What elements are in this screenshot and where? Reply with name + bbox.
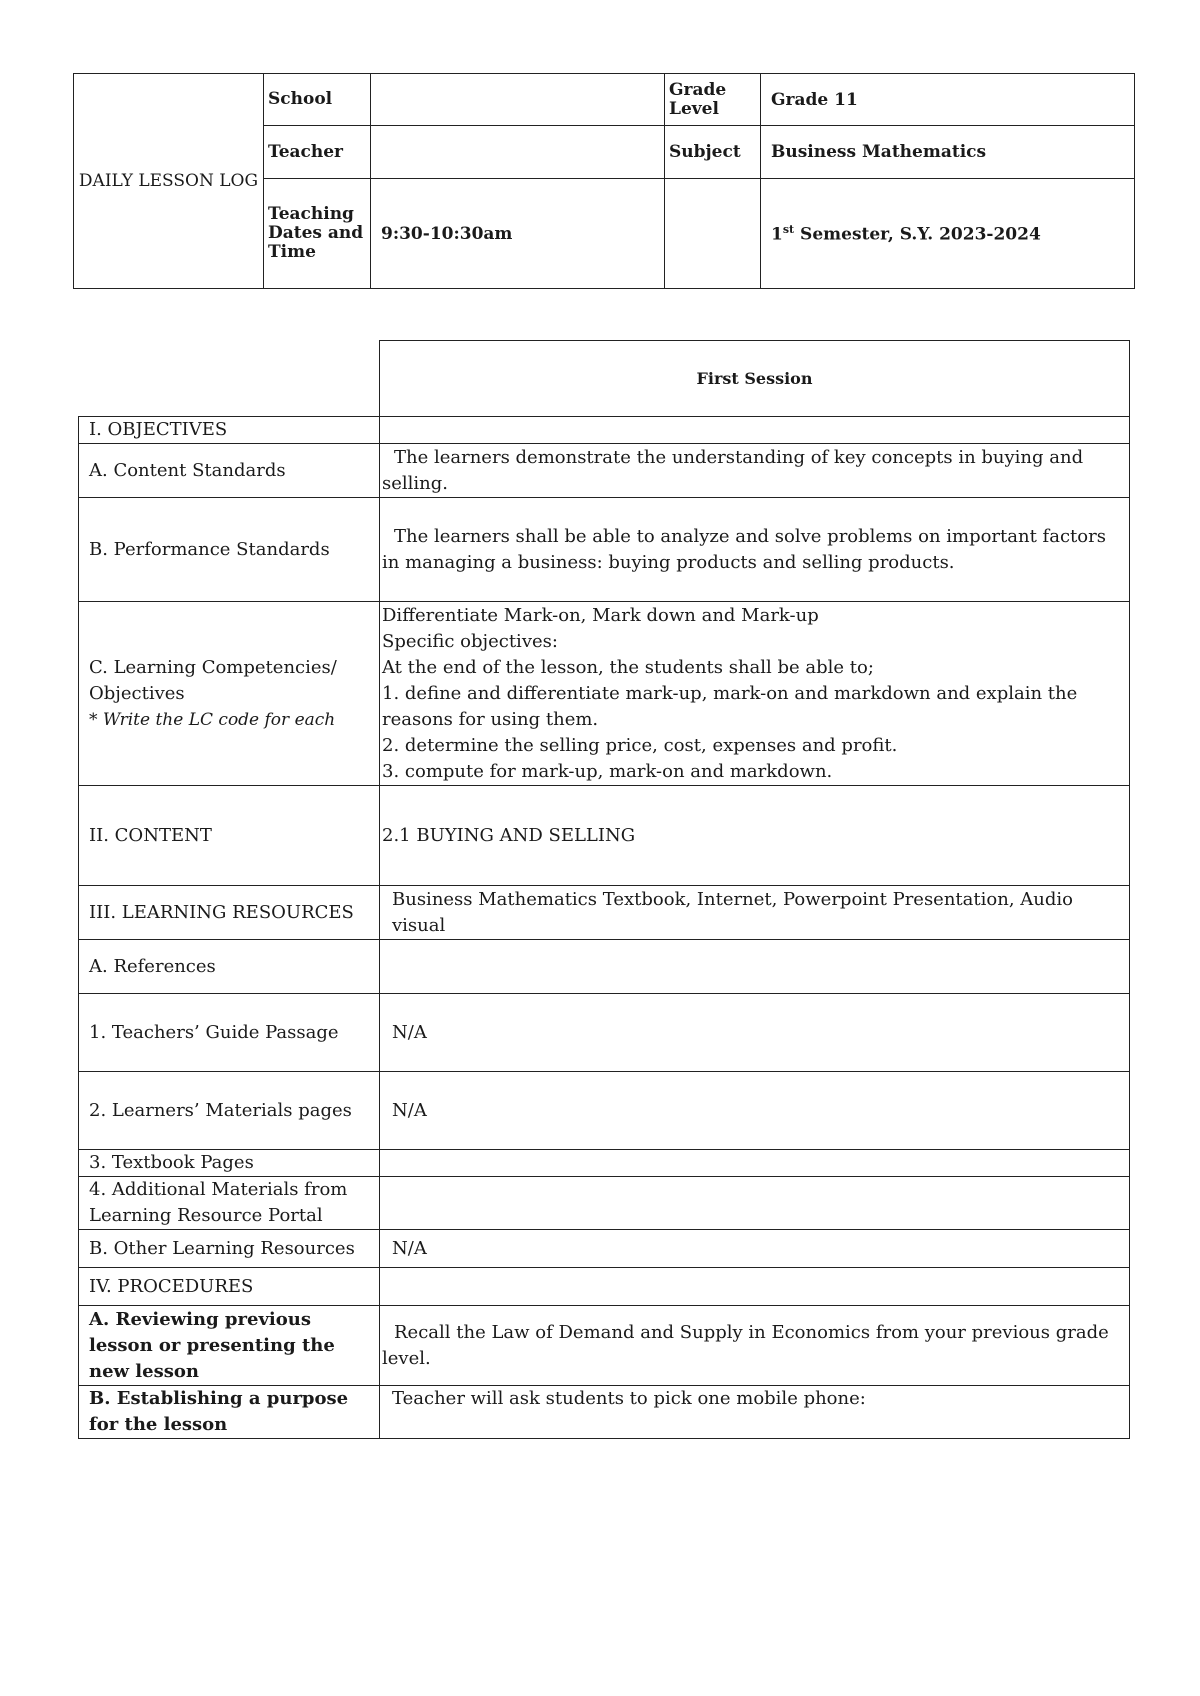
competency-line: Differentiate Mark-on, Mark down and Mark-up [382, 604, 819, 626]
learners-materials-value: N/A [380, 1072, 1130, 1150]
reviewing-value: Recall the Law of Demand and Supply in Economics from your previous grade level. [380, 1306, 1130, 1386]
procedures-value [380, 1268, 1130, 1306]
semester-rest: Semester, S.Y. 2023-2024 [794, 224, 1041, 245]
competencies-label-cell [79, 602, 380, 786]
competency-line: Specific objectives: [382, 630, 558, 652]
content-label: II. CONTENT [79, 786, 380, 886]
textbook-pages-label: 3. Textbook Pages [79, 1150, 380, 1177]
reviewing-label: A. Reviewing previous lesson or presenting the new lesson [79, 1306, 380, 1386]
header-table [73, 73, 1135, 289]
content-standards-text: The learners demonstrate the understanding of key concepts in buying and selling. [382, 446, 1084, 494]
competencies-value [380, 602, 1130, 786]
performance-standards-label: B. Performance Standards [79, 498, 380, 602]
semester-value [761, 179, 1135, 289]
semester-number: 1 [771, 224, 783, 245]
semester-ordinal: st [782, 222, 795, 236]
blank-corner-cell [79, 341, 380, 417]
textbook-pages-value [380, 1150, 1130, 1177]
procedures-label: IV. PROCEDURES [79, 1268, 380, 1306]
references-label: A. References [79, 940, 380, 994]
grade-level-label: Grade Level [665, 74, 761, 126]
other-resources-label: B. Other Learning Resources [79, 1230, 380, 1268]
competencies-note: * Write the LC code for each [89, 709, 336, 730]
lesson-table [78, 340, 1130, 1439]
additional-materials-value [380, 1177, 1130, 1230]
school-label: School [264, 74, 371, 126]
references-value [380, 940, 1130, 994]
performance-standards-value: The learners shall be able to analyze and solve problems on important factors in managing a business: buying products and selling products. [380, 498, 1130, 602]
teacher-value [371, 126, 665, 179]
teaching-dates-label: Teaching Dates and Time [264, 179, 371, 289]
competency-line: At the end of the lesson, the students shall be able to; [382, 656, 874, 678]
teaching-time-value: 9:30-10:30am [371, 179, 665, 289]
learning-resources-label: III. LEARNING RESOURCES [79, 886, 380, 940]
other-resources-value: N/A [380, 1230, 1130, 1268]
empty-header-cell [665, 179, 761, 289]
learning-resources-value: Business Mathematics Textbook, Internet, Powerpoint Presentation, Audio visual [380, 886, 1130, 940]
session-header: First Session [380, 341, 1130, 417]
daily-lesson-log-title: DAILY LESSON LOG [74, 74, 264, 289]
teacher-label: Teacher [264, 126, 371, 179]
objectives-label: I. OBJECTIVES [79, 417, 380, 444]
content-standards-value [380, 444, 1130, 498]
competency-line: 2. determine the selling price, cost, expenses and profit. [382, 734, 898, 756]
competency-line: 3. compute for mark-up, mark-on and markdown. [382, 760, 833, 782]
learners-materials-label: 2. Learners’ Materials pages [79, 1072, 380, 1150]
purpose-label: B. Establishing a purpose for the lesson [79, 1386, 380, 1439]
content-value: 2.1 BUYING AND SELLING [380, 786, 1130, 886]
competency-line: 1. define and differentiate mark-up, mark-on and markdown and explain the reasons for using them. [382, 682, 1078, 730]
content-standards-label: A. Content Standards [79, 444, 380, 498]
subject-value: Business Mathematics [761, 126, 1135, 179]
school-value [371, 74, 665, 126]
teachers-guide-value: N/A [380, 994, 1130, 1072]
subject-label: Subject [665, 126, 761, 179]
objectives-value [380, 417, 1130, 444]
grade-level-value: Grade 11 [761, 74, 1135, 126]
purpose-value: Teacher will ask students to pick one mobile phone: [380, 1386, 1130, 1439]
additional-materials-label: 4. Additional Materials from Learning Resource Portal [79, 1177, 380, 1230]
competencies-label: C. Learning Competencies/ Objectives [89, 656, 337, 704]
teachers-guide-label: 1. Teachers’ Guide Passage [79, 994, 380, 1072]
